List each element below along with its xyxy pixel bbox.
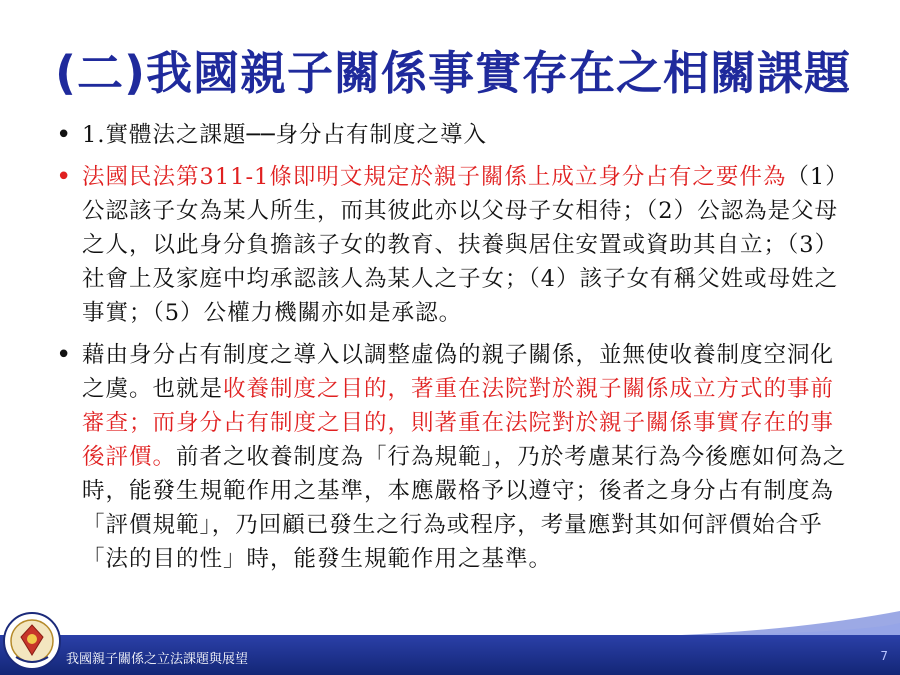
text-segment: 藉由身分占有制度之導入以調整虛偽的親子關係，並無使收養制度空洞化之虞。也就是 — [82, 342, 835, 402]
bullet-text-2 — [82, 160, 856, 330]
bullet-text-3 — [82, 338, 856, 576]
text-segment: 前者之收養制度為「行為規範」，乃於考慮某行為今後應如何為之時，能發生規範作用之基準，本應嚴格予以遵守；後者之身分占有制度為「評價規範」，乃回顧已發生之行為或程序，考量應對其如何評價始合乎「法的目的性」時，能發生規範作用之基準。 — [82, 444, 847, 572]
slide-title: (二)我國親子關係事實存在之相關課題 — [54, 46, 852, 100]
bullet-item-2 — [56, 160, 856, 330]
bullet-item-3 — [56, 338, 856, 576]
bullet-text-1 — [82, 118, 856, 152]
bullet-item-1 — [56, 118, 856, 152]
footer-text: 我國親子關係之立法課題與展望 — [66, 652, 249, 667]
bullet-list — [56, 118, 856, 584]
page-number: 7 — [880, 649, 888, 663]
bullet-icon: • — [56, 162, 72, 192]
text-segment-highlight: 法國民法第311-1條即明文規定於親子關係上成立身分占有之要件為 — [82, 164, 787, 190]
text-segment: （1）公認該子女為某人所生，而其彼此亦以父母子女相待；（2）公認為是父母之人，以此身分負擔該子女的教育、扶養與居住安置或資助其自立；（3）社會上及家庭中均承認該人為某人之子女；（4）該子女有稱父姓或母姓之事實；（5）公權力機關亦如是承認。 — [82, 164, 849, 326]
police-university-logo-icon — [2, 611, 62, 671]
bullet-icon: • — [56, 340, 72, 370]
text-segment: 1.實體法之課題──身分占有制度之導入 — [82, 122, 488, 148]
bullet-icon: • — [56, 120, 72, 150]
text-segment-highlight: 收養制度之目的，著重在法院對於親子關係成立方式的事前審查；而身分占有制度之目的，則著重在法院對於親子關係事實存在的事後評價。 — [82, 376, 835, 470]
footer-bar — [0, 635, 900, 675]
